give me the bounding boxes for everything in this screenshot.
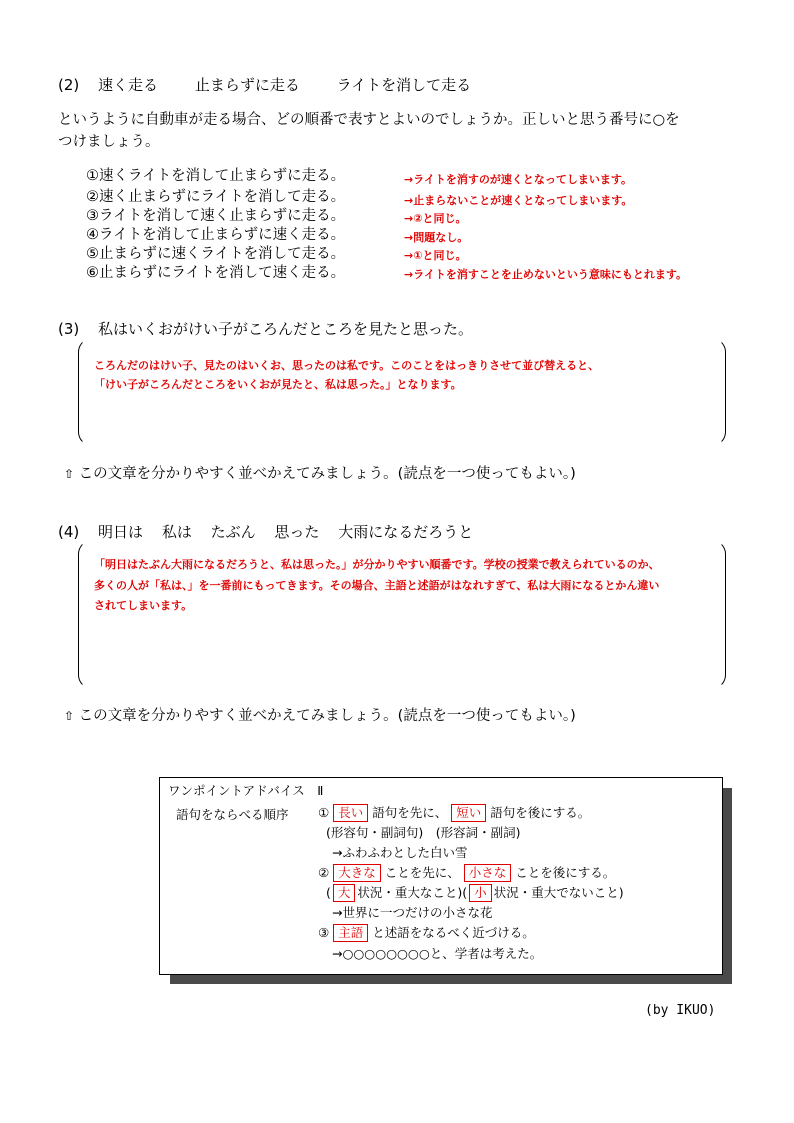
rule-text: 状況・重大でないこと)	[493, 885, 624, 900]
rule-text: ことを先に、	[384, 865, 460, 880]
q4-answer-line2: 多くの人が「私は、」を一番前にもってきます。その場合、主語と述語がはなれすぎて、私は大雨になるとかん違い	[94, 579, 660, 592]
q2-header	[58, 74, 471, 95]
highlight-box: 長い	[333, 804, 368, 822]
advice-rule-2-example: →世界に一つだけの小さな花	[332, 905, 493, 920]
rule-text: 状況・重大なこと)(	[357, 885, 468, 900]
q2-note-4: →問題なし。	[404, 231, 469, 244]
q3-number: (3)	[58, 320, 80, 338]
advice-rule-3	[318, 923, 535, 942]
advice-title: ワンポイントアドバイス Ⅱ	[168, 783, 324, 798]
advice-heading: 語句をならべる順序	[176, 807, 289, 822]
q4-instruction-row	[64, 705, 576, 727]
advice-rule-3-example: →○○○○○○○○と、学者は考えた。	[332, 946, 543, 961]
rule-number: ②	[318, 865, 330, 880]
q3-answer-line2: 「けい子がころんだところをいくおが見たと、私は思った。」となります。	[94, 378, 462, 391]
highlight-box: 小	[469, 884, 492, 902]
highlight-box: 小さな	[464, 864, 512, 882]
q2-prompt-line1: というように自動車が走る場合、どの順番で表すとよいのでしょうか。正しいと思う番号に○を	[58, 112, 680, 128]
q4-answer-line1: 「明日はたぶん大雨になるだろうと、私は思った。」が分かりやすい順番です。学校の授業で教えられているのか、	[94, 558, 660, 571]
advice-rule-2-sub	[326, 883, 624, 902]
q2-phrase: 止まらずに走る	[194, 76, 300, 94]
q2-note-3: →②と同じ。	[404, 212, 467, 225]
paren: (	[326, 885, 331, 900]
advice-rule-1-example: →ふわふわとした白い雪	[332, 845, 468, 860]
advice-rule-1-sub: (形容句・副詞句) (形容詞・副詞)	[326, 825, 521, 840]
q2-note-6: →ライトを消すことを止めないという意味にもとれます。	[404, 268, 688, 281]
q2-option-4: ④ライトを消して止まらずに速く走る。	[86, 227, 346, 243]
q4-phrase: 明日は	[98, 523, 144, 541]
q3-answer-line1: ころんだのはけい子、見たのはいくお、思ったのは私です。このことをはっきりさせて並び替えると、	[94, 359, 600, 372]
rule-text: と述語をなるべく近づける。	[372, 925, 535, 940]
q4-header	[58, 521, 473, 542]
up-arrow-icon: ⇧	[64, 709, 75, 723]
q4-phrase: 大雨になるだろうと	[338, 523, 474, 541]
advice-rule-2	[318, 863, 615, 882]
rule-text: 語句を先に、	[372, 805, 448, 820]
q2-number: (2)	[58, 76, 80, 94]
q2-note-5: →①と同じ。	[404, 249, 467, 262]
q4-phrase: 私は	[161, 523, 192, 541]
q2-prompt-line2: つけましょう。	[58, 134, 160, 150]
highlight-box: 大きな	[333, 864, 381, 882]
rule-text: ことを後にする。	[515, 865, 616, 880]
q3-header	[58, 318, 473, 339]
q4-phrase: たぶん	[210, 523, 256, 541]
rule-text: 語句を後にする。	[490, 805, 591, 820]
rule-number: ①	[318, 805, 330, 820]
q2-option-1: ①速くライトを消して止まらずに走る。	[86, 168, 346, 184]
q2-note-1: →ライトを消すのが速くとなってしまいます。	[404, 173, 633, 186]
q2-option-3: ③ライトを消して速く止まらずに走る。	[86, 208, 346, 224]
highlight-box: 短い	[451, 804, 486, 822]
highlight-box: 大	[333, 884, 356, 902]
q2-phrase: 速く走る	[98, 76, 159, 94]
q4-number: (4)	[58, 523, 80, 541]
q2-option-5: ⑤止まらずに速くライトを消して走る。	[86, 246, 346, 262]
q4-instruction: この文章を分かりやすく並べかえてみましょう。(読点を一つ使ってもよい。)	[78, 708, 576, 724]
q2-note-2: →止まらないことが速くとなってしまいます。	[404, 194, 633, 207]
up-arrow-icon: ⇧	[64, 467, 75, 481]
q4-answer-line3: されてしまいます。	[94, 599, 193, 612]
q3-sentence: 私はいくおがけい子がころんだところを見たと思った。	[98, 320, 474, 338]
advice-rule-1	[318, 803, 590, 822]
q3-instruction: この文章を分かりやすく並べかえてみましょう。(読点を一つ使ってもよい。)	[78, 466, 576, 482]
q2-phrase: ライトを消して走る	[336, 76, 472, 94]
rule-number: ③	[318, 925, 330, 940]
footer-credit: (by IKUO)	[645, 1003, 716, 1018]
highlight-box: 主語	[333, 924, 368, 942]
q2-option-2: ②速く止まらずにライトを消して走る。	[86, 189, 346, 205]
q3-instruction-row	[64, 463, 576, 485]
q2-option-6: ⑥止まらずにライトを消して速く走る。	[86, 265, 346, 281]
q4-phrase: 思った	[274, 523, 320, 541]
